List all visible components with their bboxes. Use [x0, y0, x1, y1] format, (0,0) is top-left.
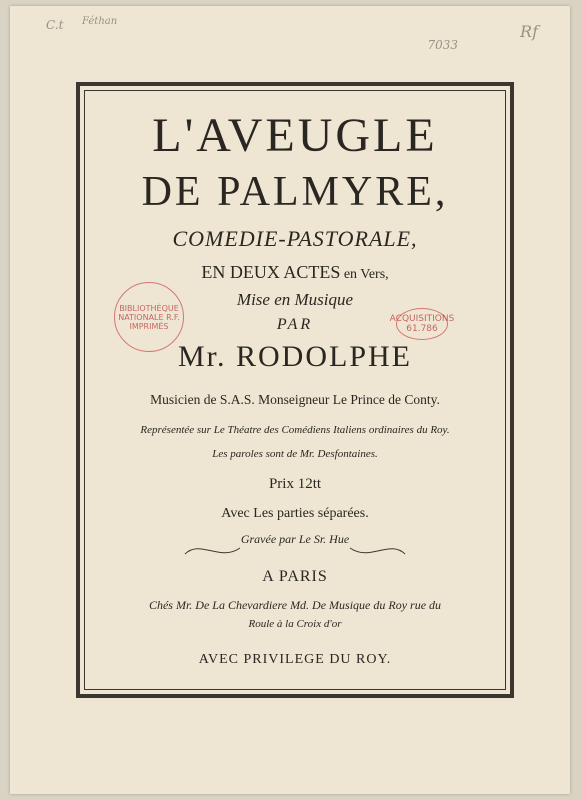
title-line-2: DE PALMYRE,	[141, 169, 449, 215]
acts-main: EN DEUX ACTES	[201, 262, 341, 282]
privilege-line: AVEC PRIVILEGE DU ROY.	[198, 652, 392, 667]
price-line: Prix 12tt	[268, 476, 322, 492]
engraver-line: Gravée par Le Sr. Hue	[240, 532, 350, 546]
corner-mark-top-left: C.t	[46, 18, 64, 32]
composer-role: Musicien de S.A.S. Monseigneur Le Prince de Conty.	[150, 392, 440, 407]
performance-line: Représentée sur Le Théatre des Comédiens Italiens ordinaires du Roy.	[140, 424, 450, 436]
genre-line: COMEDIE-PASTORALE,	[172, 226, 418, 251]
acquisition-stamp-label: ACQUISITIONS	[389, 314, 455, 324]
acts-line	[80, 262, 510, 283]
corner-mark-top-left-2: Féthan	[82, 16, 118, 27]
composer-name: Mr. RODOLPHE	[177, 340, 412, 373]
parts-line: Avec Les parties séparées.	[221, 506, 369, 521]
lyricist-line: Les paroles sont de Mr. Desfontaines.	[212, 448, 378, 460]
acquisition-stamp-number: 61.786	[406, 324, 438, 334]
title-page-sheet	[10, 6, 570, 794]
acts-verse: en Vers,	[340, 267, 389, 282]
city-line: A PARIS	[262, 568, 328, 585]
publisher-line-2: Roule à la Croix d'or	[248, 618, 342, 630]
corner-mark-top-right: Rf	[520, 22, 538, 41]
library-stamp-left-text: BIBLIOTHÈQUE NATIONALE R.F. IMPRIMÉS	[118, 303, 180, 331]
catalogue-number: 7033	[427, 38, 458, 52]
music-line: Mise en Musique	[236, 290, 354, 309]
engraved-border	[76, 82, 514, 698]
publisher-line-1: Chés Mr. De La Chevardiere Md. De Musique du Roy rue du	[148, 598, 442, 612]
by-line: PAR	[276, 316, 314, 333]
title-line-1: L'AVEUGLE	[152, 109, 438, 162]
